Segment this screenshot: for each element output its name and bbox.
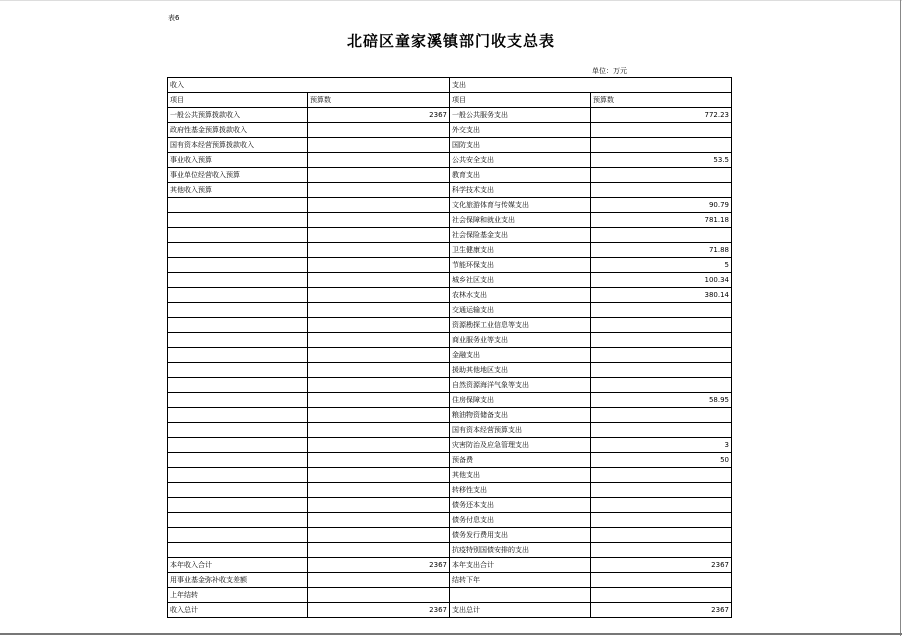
income-amount-cell: [308, 318, 450, 333]
expense-item-cell: 交通运输支出: [450, 303, 591, 318]
income-amount-cell: [308, 348, 450, 363]
income-amount-cell: [308, 543, 450, 558]
table-number: 表6: [168, 14, 180, 22]
income-amount-cell: 2367: [308, 603, 450, 618]
table-row: [168, 153, 732, 168]
income-item-cell: [168, 363, 308, 378]
income-amount-cell: [308, 333, 450, 348]
income-amount-cell: [308, 453, 450, 468]
expense-item-cell: 节能环保支出: [450, 258, 591, 273]
income-item-cell: 国有资本经营预算拨款收入: [168, 138, 308, 153]
income-amount-cell: [308, 483, 450, 498]
income-item-cell: 事业收入预算: [168, 153, 308, 168]
expense-item-cell: 转移性支出: [450, 483, 591, 498]
income-amount-cell: [308, 393, 450, 408]
income-amount-cell: [308, 363, 450, 378]
expense-amount-cell: [591, 588, 732, 603]
table-row: [168, 603, 732, 618]
expense-item-cell: 自然资源海洋气象等支出: [450, 378, 591, 393]
expense-amount-cell: [591, 483, 732, 498]
table-row: [168, 483, 732, 498]
table-row: [168, 573, 732, 588]
expense-item-cell: 金融支出: [450, 348, 591, 363]
income-item-cell: [168, 198, 308, 213]
table-row: [168, 453, 732, 468]
income-item-cell: [168, 243, 308, 258]
income-amount-cell: [308, 378, 450, 393]
income-item-cell: 上年结转: [168, 588, 308, 603]
expense-amount-cell: 781.18: [591, 213, 732, 228]
income-item-cell: [168, 258, 308, 273]
expense-item-cell: 农林水支出: [450, 288, 591, 303]
expense-item-cell: 债务发行费用支出: [450, 528, 591, 543]
expense-amount-cell: [591, 498, 732, 513]
expense-item-cell: 本年支出合计: [450, 558, 591, 573]
expense-item-cell: 资源勘探工业信息等支出: [450, 318, 591, 333]
expense-amount-cell: 50: [591, 453, 732, 468]
expense-amount-cell: 58.95: [591, 393, 732, 408]
expense-item-cell: 卫生健康支出: [450, 243, 591, 258]
income-item-cell: [168, 513, 308, 528]
expense-item-cell: 文化旅游体育与传媒支出: [450, 198, 591, 213]
table-row: [168, 468, 732, 483]
income-item-cell: 本年收入合计: [168, 558, 308, 573]
table-row: [168, 408, 732, 423]
expense-amount-cell: [591, 333, 732, 348]
table-row: [168, 423, 732, 438]
income-item-cell: 政府性基金预算拨款收入: [168, 123, 308, 138]
expense-amount-cell: [591, 123, 732, 138]
expense-amount-cell: 2367: [591, 558, 732, 573]
expense-item-cell: 社会保障和就业支出: [450, 213, 591, 228]
expense-item-cell: 债务付息支出: [450, 513, 591, 528]
expense-amount-cell: [591, 228, 732, 243]
income-item-cell: [168, 483, 308, 498]
expense-amount-cell: [591, 423, 732, 438]
expense-amount-cell: [591, 528, 732, 543]
income-item-cell: 用事业基金弥补收支差额: [168, 573, 308, 588]
expense-item-cell: 结转下年: [450, 573, 591, 588]
income-item-cell: [168, 348, 308, 363]
expense-amount-cell: 71.88: [591, 243, 732, 258]
expense-item-cell: 城乡社区支出: [450, 273, 591, 288]
table-row: [168, 243, 732, 258]
table-row: [168, 558, 732, 573]
table-row: [168, 363, 732, 378]
expense-item-cell: 其他支出: [450, 468, 591, 483]
expense-item-cell: 科学技术支出: [450, 183, 591, 198]
income-amount-cell: [308, 258, 450, 273]
expense-item-header: 项目: [450, 93, 591, 108]
income-amount-cell: [308, 168, 450, 183]
expense-item-cell: 粮油物资储备支出: [450, 408, 591, 423]
expense-item-cell: 商业服务业等支出: [450, 333, 591, 348]
expense-amount-cell: [591, 168, 732, 183]
income-amount-cell: [308, 228, 450, 243]
expense-amount-cell: 2367: [591, 603, 732, 618]
income-item-cell: [168, 318, 308, 333]
expense-item-cell: 住房保障支出: [450, 393, 591, 408]
table-row: [168, 303, 732, 318]
budget-summary-table: [167, 77, 732, 618]
table-row: [168, 288, 732, 303]
income-amount-cell: [308, 153, 450, 168]
income-section-label: 收入: [168, 78, 450, 93]
income-item-cell: [168, 408, 308, 423]
table-row: [168, 213, 732, 228]
expense-amount-cell: [591, 573, 732, 588]
income-item-cell: [168, 543, 308, 558]
expense-item-cell: [450, 588, 591, 603]
expense-item-cell: 社会保险基金支出: [450, 228, 591, 243]
window-right-edge: [900, 0, 901, 636]
income-amount-cell: [308, 468, 450, 483]
expense-amount-cell: 772.23: [591, 108, 732, 123]
expense-item-cell: 预备费: [450, 453, 591, 468]
section-header-row: [168, 78, 732, 93]
table-row: [168, 183, 732, 198]
income-item-cell: 一般公共预算拨款收入: [168, 108, 308, 123]
income-amount-cell: [308, 588, 450, 603]
table-row: [168, 198, 732, 213]
expense-amount-cell: [591, 363, 732, 378]
table-row: [168, 498, 732, 513]
expense-item-cell: 外交支出: [450, 123, 591, 138]
income-item-cell: [168, 303, 308, 318]
expense-amount-cell: [591, 543, 732, 558]
income-amount-cell: [308, 513, 450, 528]
expense-item-cell: 一般公共服务支出: [450, 108, 591, 123]
income-amount-cell: [308, 198, 450, 213]
expense-item-cell: 公共安全支出: [450, 153, 591, 168]
table-row: [168, 513, 732, 528]
page-title: 北碚区童家溪镇部门收支总表: [346, 32, 555, 50]
expense-amount-cell: 3: [591, 438, 732, 453]
income-item-cell: [168, 333, 308, 348]
column-header-row: [168, 93, 732, 108]
table-row: [168, 273, 732, 288]
expense-amount-cell: [591, 138, 732, 153]
income-amount-cell: 2367: [308, 558, 450, 573]
income-amount-cell: [308, 423, 450, 438]
expense-amount-cell: [591, 348, 732, 363]
table-row: [168, 258, 732, 273]
expense-item-cell: 国有资本经营预算支出: [450, 423, 591, 438]
income-item-header: 项目: [168, 93, 308, 108]
table-row: [168, 438, 732, 453]
income-item-cell: [168, 468, 308, 483]
income-amount-cell: 2367: [308, 108, 450, 123]
expense-amount-cell: [591, 303, 732, 318]
income-amount-cell: [308, 183, 450, 198]
income-item-cell: [168, 393, 308, 408]
expense-budget-header: 预算数: [591, 93, 732, 108]
income-amount-cell: [308, 528, 450, 543]
income-item-cell: [168, 423, 308, 438]
expense-item-cell: 抗疫特别国债安排的支出: [450, 543, 591, 558]
income-item-cell: [168, 273, 308, 288]
expense-item-cell: 支出总计: [450, 603, 591, 618]
window-bottom-edge: [0, 633, 902, 635]
expense-amount-cell: 100.34: [591, 273, 732, 288]
income-amount-cell: [308, 273, 450, 288]
table-row: [168, 108, 732, 123]
table-row: [168, 318, 732, 333]
table-row: [168, 228, 732, 243]
expense-item-cell: 援助其他地区支出: [450, 363, 591, 378]
table-row: [168, 528, 732, 543]
expense-amount-cell: 380.14: [591, 288, 732, 303]
income-item-cell: [168, 288, 308, 303]
income-amount-cell: [308, 438, 450, 453]
income-item-cell: [168, 528, 308, 543]
income-item-cell: 收入总计: [168, 603, 308, 618]
income-amount-cell: [308, 288, 450, 303]
table-row: [168, 123, 732, 138]
unit-label: 单位：万元: [592, 67, 627, 75]
table-row: [168, 393, 732, 408]
income-item-cell: [168, 378, 308, 393]
expense-amount-cell: [591, 468, 732, 483]
expense-amount-cell: 5: [591, 258, 732, 273]
table-row: [168, 588, 732, 603]
income-item-cell: [168, 453, 308, 468]
expense-item-cell: 债务还本支出: [450, 498, 591, 513]
table-row: [168, 543, 732, 558]
window-top-edge: [0, 0, 902, 1]
income-budget-header: 预算数: [308, 93, 450, 108]
table-row: [168, 138, 732, 153]
income-amount-cell: [308, 498, 450, 513]
expense-amount-cell: [591, 378, 732, 393]
expense-amount-cell: [591, 318, 732, 333]
table-row: [168, 348, 732, 363]
income-amount-cell: [308, 213, 450, 228]
table-row: [168, 378, 732, 393]
income-amount-cell: [308, 123, 450, 138]
income-item-cell: [168, 438, 308, 453]
expense-amount-cell: [591, 183, 732, 198]
income-amount-cell: [308, 408, 450, 423]
income-amount-cell: [308, 573, 450, 588]
expense-item-cell: 灾害防治及应急管理支出: [450, 438, 591, 453]
income-item-cell: [168, 498, 308, 513]
expense-amount-cell: [591, 408, 732, 423]
table-row: [168, 168, 732, 183]
income-amount-cell: [308, 303, 450, 318]
income-item-cell: 事业单位经营收入预算: [168, 168, 308, 183]
income-item-cell: [168, 213, 308, 228]
expense-amount-cell: 90.79: [591, 198, 732, 213]
expense-amount-cell: [591, 513, 732, 528]
income-item-cell: 其他收入预算: [168, 183, 308, 198]
expense-item-cell: 教育支出: [450, 168, 591, 183]
expense-item-cell: 国防支出: [450, 138, 591, 153]
income-item-cell: [168, 228, 308, 243]
expense-amount-cell: 53.5: [591, 153, 732, 168]
income-amount-cell: [308, 138, 450, 153]
income-amount-cell: [308, 243, 450, 258]
expense-section-label: 支出: [450, 78, 732, 93]
table-row: [168, 333, 732, 348]
